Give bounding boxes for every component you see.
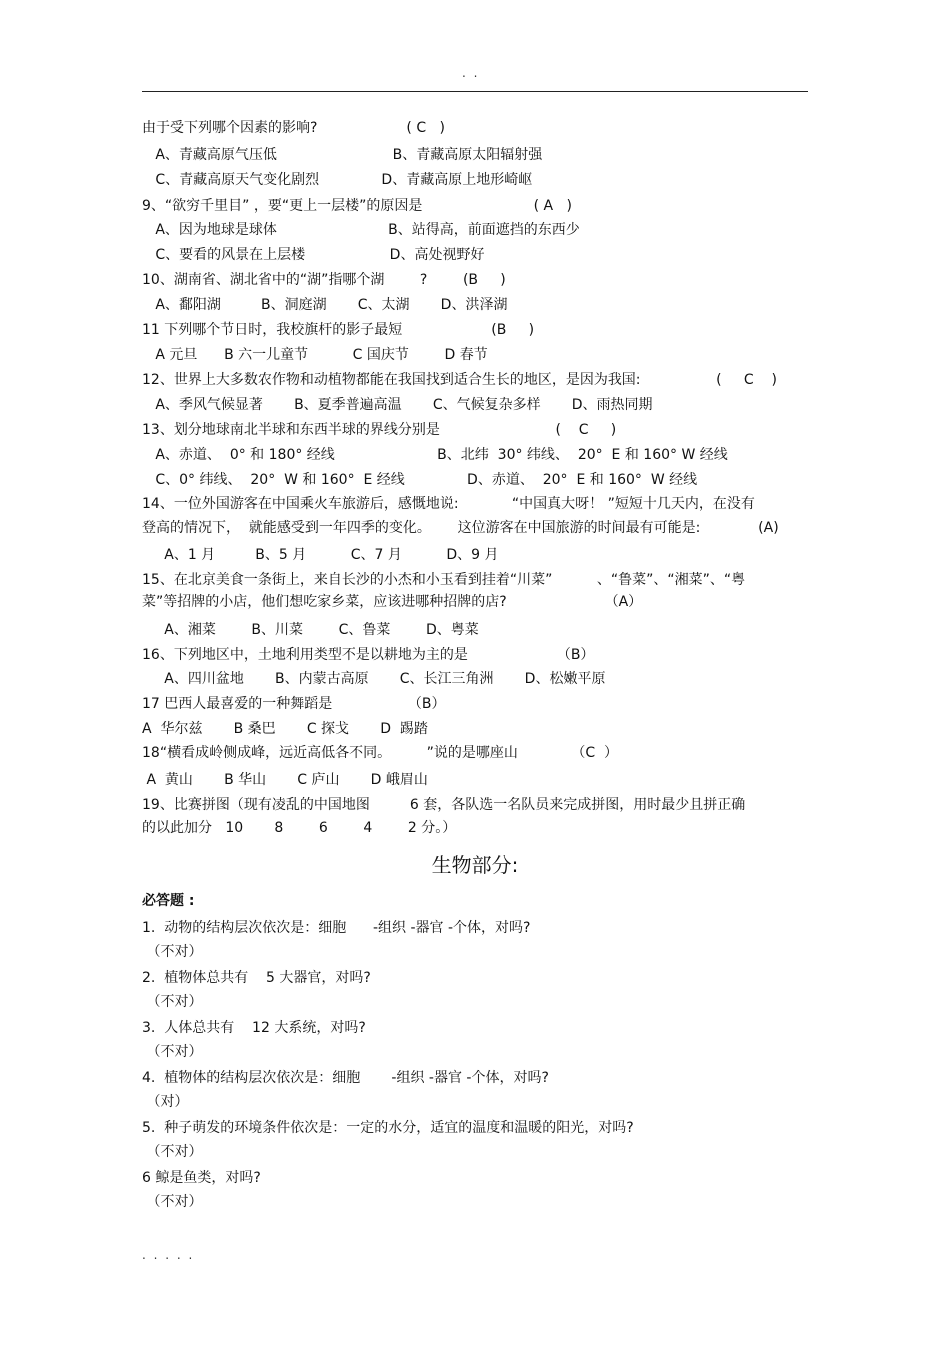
geo-question-line: 14、一位外国游客在中国乘火车旅游后，感慨地说: “中国真大呀！ ”短短十几天内，在没有 xyxy=(142,496,755,512)
bio-question-line: （不对） xyxy=(142,1144,203,1160)
bio-question-line: （对） xyxy=(142,1094,189,1110)
geo-question-line: A、青藏高原气压低 B、青藏高原太阳辐射强 xyxy=(142,147,543,163)
geo-question-line: 登高的情况下， 就能感受到一年四季的变化。 这位游客在中国旅游的时间最有可能是: (A) xyxy=(142,520,779,536)
geo-question-line: C、0° 纬线、 20° W 和 160° E 经线 D、赤道、 20° E 和 160° W 经线 xyxy=(142,472,698,488)
geo-question-line: 的以此加分 10 8 6 4 2 分。） xyxy=(142,820,457,836)
geo-question-line: A、季风气候显著 B、夏季普遍高温 C、气候复杂多样 D、雨热同期 xyxy=(142,397,653,413)
geo-question-line: A、赤道、 0° 和 180° 经线 B、北纬 30° 纬线、 20° E 和 160° W 经线 xyxy=(142,447,728,463)
geo-question-line: C、青藏高原天气变化剧烈 D、青藏高原上地形崎岖 xyxy=(142,172,533,188)
geo-question-line: 9、“欲穷千里目” ，要“更上一层楼”的原因是 ( A ) xyxy=(142,198,572,214)
geo-question-line: C、要看的风景在上层楼 D、高处视野好 xyxy=(142,247,485,263)
geo-question-line: A 元旦 B 六一儿童节 C 国庆节 D 春节 xyxy=(142,347,488,363)
bio-question-line: 3. 人体总共有 12 大系统，对吗? xyxy=(142,1020,366,1036)
geo-question-line: A、鄱阳湖 B、洞庭湖 C、太湖 D、洪泽湖 xyxy=(142,297,508,313)
geo-question-line: 13、划分地球南北半球和东西半球的界线分别是 ( C ) xyxy=(142,422,617,438)
bio-question-line: 1. 动物的结构层次依次是：细胞 -组织 -器官 -个体，对吗? xyxy=(142,920,531,936)
geo-question-line: 19、比赛拼图（现有凌乱的中国地图 6 套，各队选一名队员来完成拼图，用时最少且拼正确 xyxy=(142,797,746,813)
bio-question-line: （不对） xyxy=(142,1044,203,1060)
section-title-biology: 生物部分: xyxy=(431,853,519,877)
bio-question-line: （不对） xyxy=(142,994,203,1010)
bio-question-line: 4. 植物体的结构层次依次是：细胞 -组织 -器官 -个体，对吗? xyxy=(142,1070,549,1086)
geo-question-line: A 黄山 B 华山 C 庐山 D 峨眉山 xyxy=(142,772,428,788)
bio-question-line: 2. 植物体总共有 5 大器官，对吗? xyxy=(142,970,371,986)
bio-question-line: （不对） xyxy=(142,1194,203,1210)
footer-dots: . . . . . xyxy=(142,1248,195,1262)
geo-question-line: 12、世界上大多数农作物和动植物都能在我国找到适合生长的地区，是因为我国: ( C ) xyxy=(142,372,777,388)
bio-question-line: 5. 种子萌发的环境条件依次是：一定的水分，适宜的温度和温暖的阳光，对吗? xyxy=(142,1120,634,1136)
geo-question-line: 11 下列哪个节日时，我校旗杆的影子最短 (B ) xyxy=(142,322,535,338)
header-dots: . . xyxy=(462,66,480,80)
geo-question-line: 17 巴西人最喜爱的一种舞蹈是 （B） xyxy=(142,696,446,712)
bio-question-line: （不对） xyxy=(142,944,203,960)
geo-question-line: A、1 月 B、5 月 C、7 月 D、9 月 xyxy=(142,547,499,563)
geo-question-line: A、因为地球是球体 B、站得高，前面遮挡的东西少 xyxy=(142,222,580,238)
geo-question-line: 18“横看成岭侧成峰，远近高低各不同。 ”说的是哪座山 （C ） xyxy=(142,745,618,761)
geo-question-line: A、湘菜 B、川菜 C、鲁菜 D、粤菜 xyxy=(142,622,479,638)
geo-question-line: 10、湖南省、湖北省中的“湖”指哪个湖 ? (B ) xyxy=(142,272,506,288)
header-rule xyxy=(142,91,808,92)
geo-question-line: A、四川盆地 B、内蒙古高原 C、长江三角洲 D、松嫩平原 xyxy=(142,671,606,687)
required-label: 必答题 : xyxy=(142,893,195,909)
geo-question-line: A 华尔兹 B 桑巴 C 探戈 D 踢踏 xyxy=(142,721,428,737)
bio-question-line: 6 鲸是鱼类，对吗? xyxy=(142,1170,261,1186)
geo-question-line: 菜”等招牌的小店，他们想吃家乡菜，应该进哪种招牌的店? （A） xyxy=(142,594,643,610)
geo-question-line: 16、下列地区中，土地利用类型不是以耕地为主的是 （B） xyxy=(142,647,595,663)
geo-question-line: 15、在北京美食一条街上，来自长沙的小杰和小玉看到挂着“川菜” 、“鲁菜”、“湘菜”、“粤 xyxy=(142,572,746,588)
geo-question-line: 由于受下列哪个因素的影响? ( C ) xyxy=(142,120,445,136)
